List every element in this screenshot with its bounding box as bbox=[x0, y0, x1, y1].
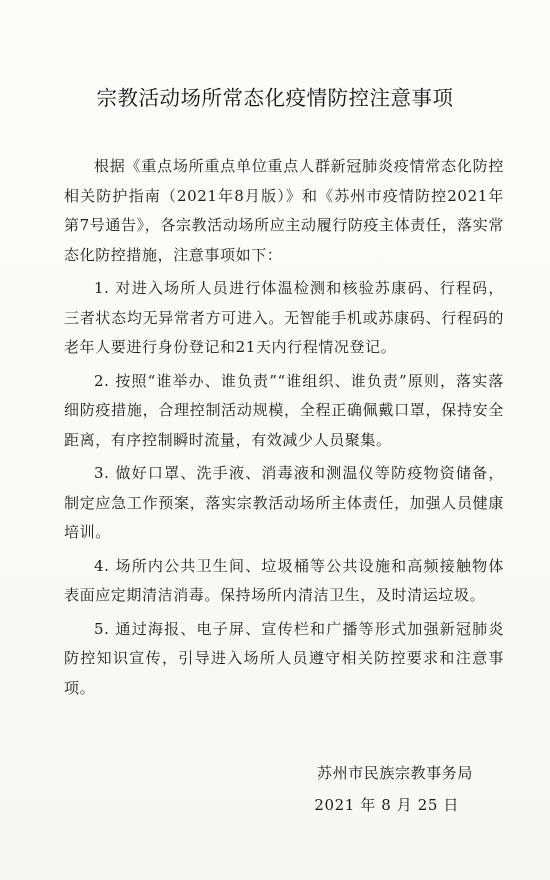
list-item: 3. 做好口罩、洗手液、消毒液和测温仪等防疫物资储备，制定应急工作预案，落实宗教活动场所主体责任，加强人员健康培训。 bbox=[64, 464, 504, 541]
signature-date: 2021 年 8 月 25 日 bbox=[314, 796, 459, 814]
signature-organization: 苏州市民族宗教事务局 bbox=[316, 764, 473, 782]
document-body bbox=[64, 152, 504, 703]
list-item: 1. 对进入场所人员进行体温检测和核验苏康码、行程码，三者状态均无异常者方可进入。无智能手机或苏康码、行程码的老年人要进行身份登记和21天内行程情况登记。 bbox=[64, 279, 504, 356]
list-item: 5. 通过海报、电子屏、宣传栏和广播等形式加强新冠肺炎防控知识宣传，引导进入场所人员遵守相关防控要求和注意事项。 bbox=[64, 619, 504, 697]
list-item: 2. 按照“谁举办、谁负责”“谁组织、谁负责”原则，落实落细防疫措施，合理控制活动规模，全程正确佩戴口罩，保持安全距离，有序控制瞬时流量，有效减少人员聚集。 bbox=[64, 371, 504, 449]
document-title: 宗教活动场所常态化疫情防控注意事项 bbox=[96, 86, 454, 110]
list-item: 4. 场所内公共卫生间、垃圾桶等公共设施和高频接触物体表面应定期清洁消毒。保持场所内清洁卫生，及时清运垃圾。 bbox=[64, 556, 504, 604]
intro-paragraph: 根据《重点场所重点单位重点人群新冠肺炎疫情常态化防控相关防护指南（2021年8月版）》和《苏州市疫情防控2021年第7号通告》，各宗教活动场所应主动履行防疫主体责任，落实常态化防控措施，注意事项如下： bbox=[64, 157, 504, 264]
